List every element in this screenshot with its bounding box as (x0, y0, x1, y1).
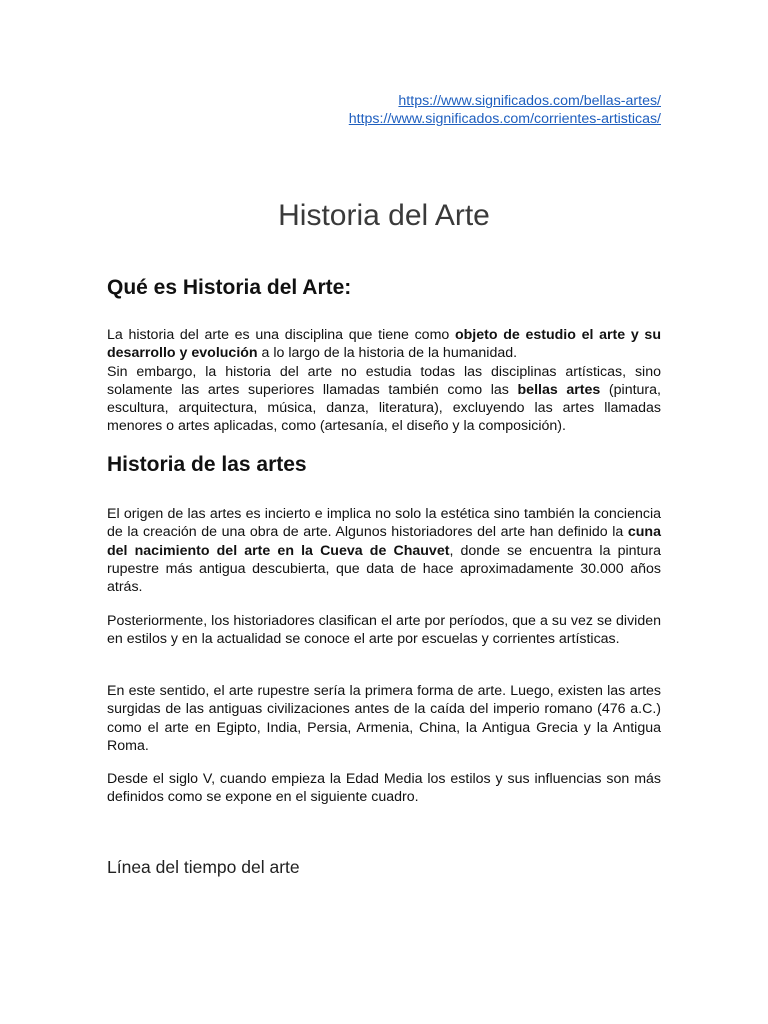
paragraph-origin (107, 505, 661, 596)
text: a lo largo de la historia de la humanidad. (257, 345, 518, 362)
paragraph-edad-media: Desde el siglo V, cuando empieza la Edad Media los estilos y sus influencias son más definidos como se expone en el siguiente cuadro. (107, 771, 661, 806)
text: El origen de las artes es incierto e implica no solo la estética sino también la conciencia de la creación de una obra de arte. Algunos historiadores del arte han definido la (107, 506, 661, 541)
paragraph-periods: Posteriormente, los historiadores clasifican el arte por períodos, que a su vez se dividen en estilos y en la actualidad se conoce el arte por escuelas y corrientes artísticas. (107, 613, 661, 648)
section-heading-que-es: Qué es Historia del Arte: (107, 276, 352, 299)
bold-text: bellas artes (517, 381, 601, 398)
text: Sin embargo, la historia del arte no estudia todas las disciplinas artísticas, sino solamente las artes superiores llamadas también como las (107, 363, 661, 398)
text: (pintura, escultura, arquitectura, música, danza, literatura), excluyendo las artes llamadas menores o artes aplicadas, como (artesanía, el diseño y la composición). (107, 381, 661, 435)
bold-text: objeto de estudio el arte y su desarrollo y evolución (107, 327, 661, 362)
paragraph-rupestre: En este sentido, el arte rupestre sería la primera forma de arte. Luego, existen las artes surgidas de las antiguas civilizaciones antes de la caída del imperio romano (476 a.C.) como el arte en Egipto, India, Persia, Armenia, China, la Antigua Grecia y la Antigua Roma. (107, 683, 661, 754)
text: , donde se encuentra la pintura rupestre más antigua descubierta, que data de hace aproximadamente 30.000 años atrás. (107, 542, 661, 596)
text: La historia del arte es una disciplina que tiene como (107, 327, 455, 343)
timeline-subheading: Línea del tiempo del arte (107, 857, 300, 877)
paragraph-definition (107, 326, 661, 436)
link-corrientes-artisticas[interactable]: https://www.significados.com/corrientes-artisticas/ (348, 111, 661, 127)
reference-links (349, 92, 661, 128)
bold-text: cuna del nacimiento del arte en la Cueva de Chauvet (107, 524, 661, 559)
link-bellas-artes[interactable]: https://www.significados.com/bellas-artes/ (398, 93, 661, 109)
section-heading-historia-artes: Historia de las artes (107, 453, 307, 476)
document-title: Historia del Arte (278, 199, 490, 232)
